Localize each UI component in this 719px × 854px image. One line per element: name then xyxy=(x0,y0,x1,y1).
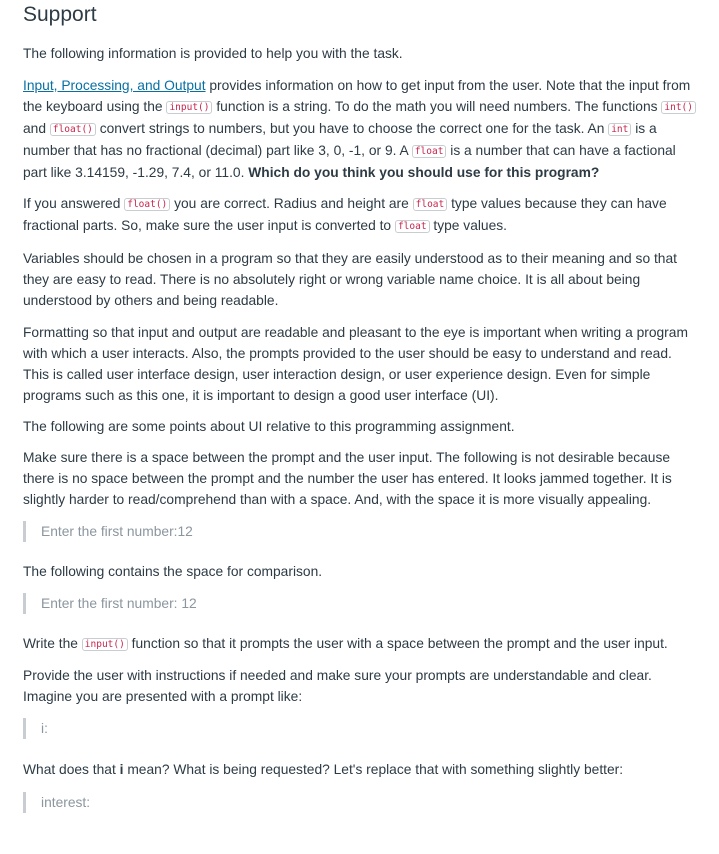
paragraph-write-input: Write the input() function so that it prompts the user with a space between the prompt and the user input. xyxy=(23,636,668,651)
paragraph-formatting: Formatting so that input and output are readable and pleasant to the eye is important when writing a program with which a user interacts. Also, the prompts provided to the user should be easy to understand and read. This is called user interface design, user interaction design, or user experience design. Even for simple programs such as this one, it is important to design a good user interface (UI). xyxy=(23,325,688,403)
paragraph-variables: Variables should be chosen in a program so that they are easily understood as to their meaning and so that they are easy to read. There is no absolutely right or wrong variable name choice. It is all about being understood by others and being readable. xyxy=(23,251,677,308)
code-int: int xyxy=(608,123,631,136)
code-input: input() xyxy=(166,101,212,114)
example-quote-with-space: Enter the first number: 12 xyxy=(23,593,696,614)
code-int-func: int() xyxy=(661,101,696,114)
code-float: float xyxy=(395,220,430,233)
paragraph-what-does: What does that i mean? What is being requested? Let's replace that with something slightly better: xyxy=(23,762,624,777)
code-input: input() xyxy=(82,638,128,651)
paragraph-input-processing: Input, Processing, and Output provides information on how to get input from the user. Note that the input from the keyboard using the input() function is a string. To do the math you will need numbers. The functions int() and float() convert strings to numbers, but you have to choose the correct one for the task. An int is a number that has no fractional (decimal) part like 3, 0, -1, or 9. A float is a number that can have a factional part like 3.14159, -1.29, 7.4, or 11.0. Which do you think you should use for this program? xyxy=(23,75,696,183)
code-float: float xyxy=(413,198,448,211)
example-quote-no-space: Enter the first number:12 xyxy=(23,521,696,542)
input-processing-output-link[interactable]: Input, Processing, and Output xyxy=(23,78,206,93)
intro-paragraph: The following information is provided to help you with the task. xyxy=(23,46,403,61)
code-float-func: float() xyxy=(124,198,170,211)
example-quote-interest: interest: xyxy=(23,792,696,813)
page-title: Support xyxy=(23,3,97,26)
question-bold: Which do you think you should use for this program? xyxy=(248,165,600,180)
paragraph-ui-points: The following are some points about UI relative to this programming assignment. xyxy=(23,419,515,434)
bold-i: i xyxy=(119,762,124,777)
code-float: float xyxy=(412,145,447,158)
code-float-func: float() xyxy=(50,123,96,136)
paragraph-answer: If you answered float() you are correct. Radius and height are float type values because they can have fractional parts. So, make sure the user input is converted to float type values. xyxy=(23,196,667,233)
paragraph-instructions: Provide the user with instructions if needed and make sure your prompts are understandable and clear. Imagine you are presented with a prompt like: xyxy=(23,668,652,704)
paragraph-comparison: The following contains the space for comparison. xyxy=(23,564,323,579)
example-quote-i: i: xyxy=(23,718,696,739)
paragraph-space: Make sure there is a space between the prompt and the user input. The following is not desirable because there is no space between the prompt and the number the user has entered. It looks jammed together. It is slightly harder to read/comprehend than with a space. And, with the space it is more visually appealing. xyxy=(23,450,672,507)
